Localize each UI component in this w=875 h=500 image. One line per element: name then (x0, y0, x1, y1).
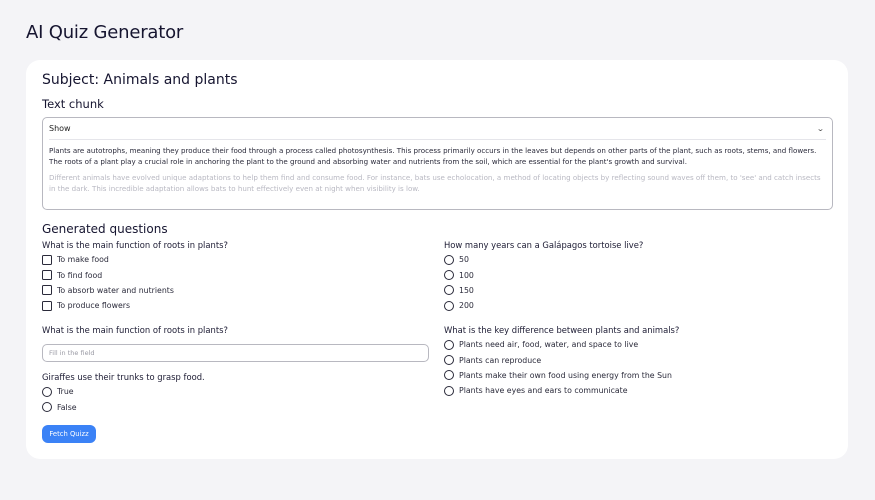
checkbox-icon[interactable] (42, 301, 52, 311)
quiz-card (26, 60, 848, 459)
option-label: True (57, 387, 74, 397)
question-text: What is the key difference between plants and animals? (444, 325, 680, 335)
option-radio[interactable] (444, 337, 679, 352)
radio-icon[interactable] (444, 285, 454, 295)
option-label: Plants need air, food, water, and space to live (459, 340, 639, 350)
text-chunk-details (42, 117, 833, 210)
checkbox-icon[interactable] (42, 255, 52, 265)
toggle-label: Show (49, 124, 71, 133)
radio-icon[interactable] (444, 340, 454, 350)
radio-icon[interactable] (444, 255, 454, 265)
question-tortoise (444, 238, 643, 314)
question-giraffes (42, 370, 205, 415)
app-title: AI Quiz Generator (26, 22, 184, 43)
question-text: How many years can a Galápagos tortoise live? (444, 240, 644, 250)
checkbox-icon[interactable] (42, 285, 52, 295)
question-key-difference (444, 323, 679, 399)
question-roots-fill (42, 323, 429, 362)
radio-icon[interactable] (444, 370, 454, 380)
option-radio[interactable] (444, 283, 643, 298)
fetch-quiz-button[interactable]: Fetch Quizz (42, 425, 96, 443)
text-chunk-toggle[interactable] (49, 118, 826, 140)
question-roots-checkbox (42, 238, 228, 314)
option-checkbox[interactable] (42, 252, 228, 267)
chevron-down-icon: ⌄ (816, 124, 825, 133)
option-checkbox[interactable] (42, 267, 228, 282)
option-radio[interactable] (444, 298, 643, 313)
radio-icon[interactable] (444, 386, 454, 396)
option-radio[interactable] (444, 352, 679, 367)
option-label: 100 (459, 270, 474, 280)
subject-heading: Subject: Animals and plants (42, 72, 238, 88)
option-radio[interactable] (42, 384, 205, 399)
option-label: False (57, 402, 77, 412)
question-text: Giraffes use their trunks to grasp food. (42, 372, 205, 382)
option-radio[interactable] (42, 399, 205, 414)
radio-icon[interactable] (444, 355, 454, 365)
text-chunk-content (43, 140, 832, 194)
option-label: 150 (459, 285, 474, 295)
option-radio[interactable] (444, 368, 679, 383)
option-label: To absorb water and nutrients (57, 285, 174, 295)
option-label: Plants can reproduce (459, 355, 542, 365)
option-label: To make food (57, 255, 109, 265)
option-checkbox[interactable] (42, 283, 228, 298)
chunk-paragraph: Plants are autotrophs, meaning they produce their food through a process called photosynthesis. This process primarily occurs in the leaves but depends on other parts of the plant, such as roots, stems, and flowers. The roots of a plant play a crucial role in anchoring the plant to the ground and absorbing water and nutrients from the soil, which are essential for the plant's growth and survival. (49, 146, 817, 166)
answer-input[interactable] (42, 344, 429, 362)
option-radio[interactable] (444, 267, 643, 282)
option-checkbox[interactable] (42, 298, 228, 313)
option-label: 200 (459, 301, 474, 311)
text-chunk-label: Text chunk (42, 97, 104, 111)
radio-icon[interactable] (444, 270, 454, 280)
option-radio[interactable] (444, 252, 643, 267)
radio-icon[interactable] (42, 402, 52, 412)
option-label: To find food (57, 270, 103, 280)
checkbox-icon[interactable] (42, 270, 52, 280)
radio-icon[interactable] (42, 387, 52, 397)
question-text: What is the main function of roots in plants? (42, 240, 228, 250)
generated-questions-heading: Generated questions (42, 222, 168, 236)
radio-icon[interactable] (444, 301, 454, 311)
option-label: Plants have eyes and ears to communicate (459, 386, 628, 396)
option-radio[interactable] (444, 383, 679, 398)
option-label: Plants make their own food using energy from the Sun (459, 370, 672, 380)
chunk-paragraph: Different animals have evolved unique adaptations to help them find and consume food. For instance, bats use echolocation, a method of locating objects by reflecting sound waves off them, to 'see' and catch insects in the dark. This incredible adaptation allows bats to hunt effectively even at night when visibility is low. (49, 173, 821, 193)
option-label: To produce flowers (57, 301, 131, 311)
question-text: What is the main function of roots in plants? (42, 325, 228, 335)
option-label: 50 (459, 255, 469, 265)
